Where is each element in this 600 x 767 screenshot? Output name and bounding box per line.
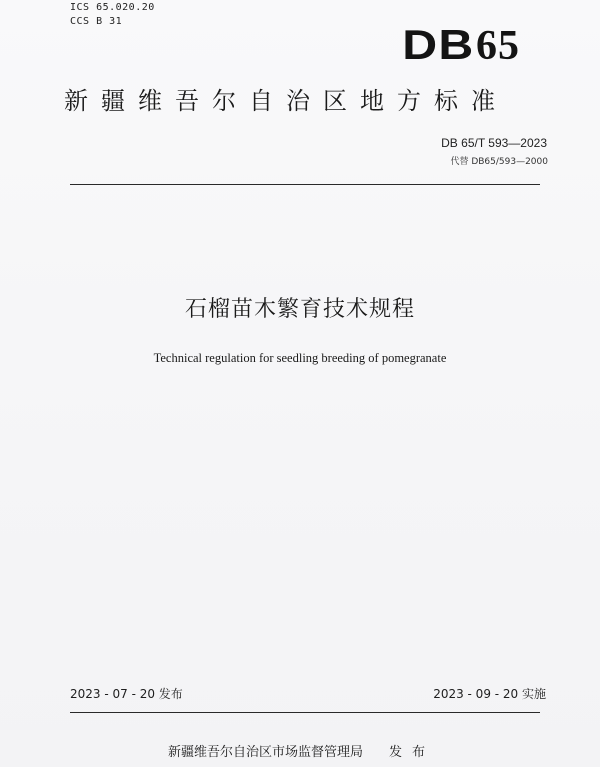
db-standard-mark xyxy=(402,21,520,69)
db-prefix: DB xyxy=(402,21,475,68)
ics-code: ICS 65.020.20 xyxy=(70,2,155,13)
standard-type-heading: 新疆维吾尔自治区地方标准 xyxy=(64,87,508,115)
top-divider xyxy=(70,184,540,185)
bottom-divider xyxy=(70,712,540,713)
issuer-action: 发布 xyxy=(389,745,436,760)
document-title-chinese: 石榴苗木繁育技术规程 xyxy=(184,297,415,322)
implementation-date: 2023 - 09 - 20 实施 xyxy=(433,687,546,701)
ccs-code: CCS B 31 xyxy=(70,16,123,27)
db-number: 65 xyxy=(476,23,520,69)
replaces-standard: 代替 DB65/593—2000 xyxy=(450,157,548,167)
document-title-english: Technical regulation for seedling breeding of pomegranate xyxy=(153,351,447,365)
issuer-line xyxy=(168,744,435,762)
standard-number: DB 65/T 593—2023 xyxy=(441,136,547,150)
issuer-name: 新疆维吾尔自治区市场监督管理局 xyxy=(168,745,364,760)
issue-date: 2023 - 07 - 20 发布 xyxy=(70,687,183,701)
